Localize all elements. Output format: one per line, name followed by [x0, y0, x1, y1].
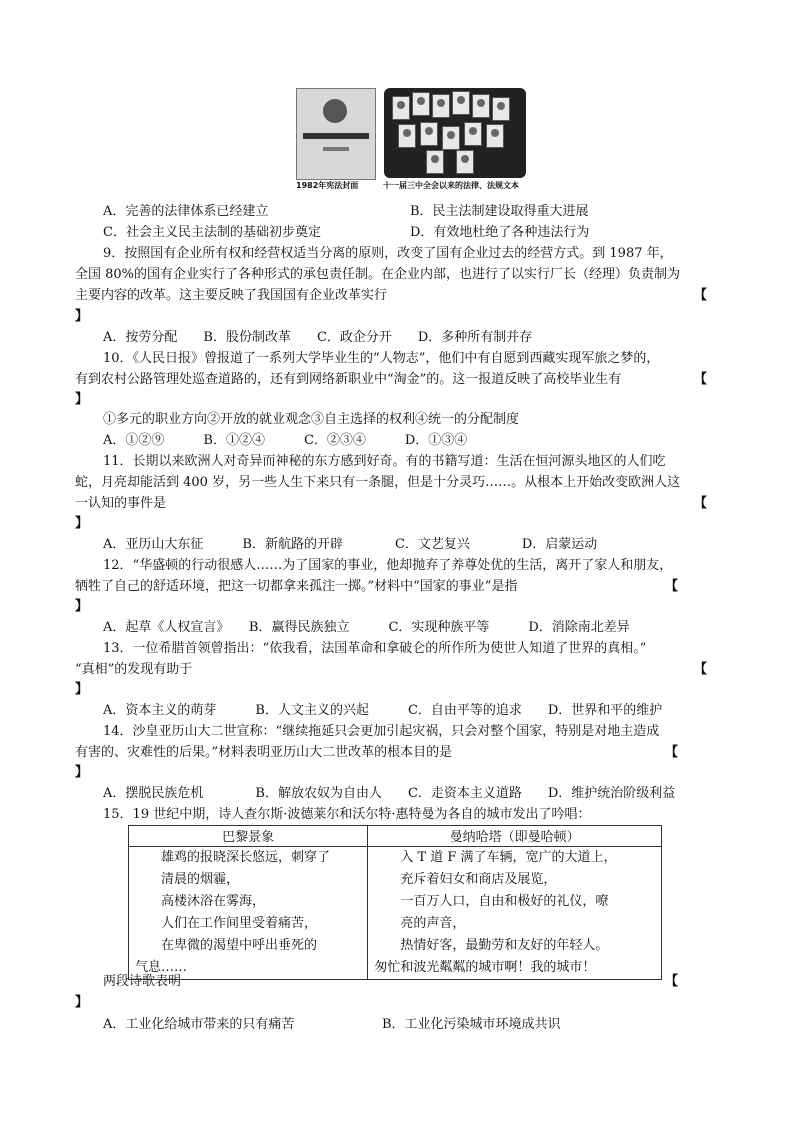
- q11-text-line2: 蛇，月亮却能活到 400 岁，另一些人生下来只有一条腿，但是十分灵巧……。从根本上开始改变欧洲人这: [75, 475, 681, 490]
- q8-option-a: A．完善的法律体系已经建立: [103, 204, 269, 219]
- book-icon: [420, 122, 438, 146]
- left-figure-caption: 1982年宪法封面: [296, 181, 359, 190]
- book-icon: [472, 94, 490, 118]
- book-icon: [426, 150, 444, 174]
- book-icon: [486, 124, 504, 148]
- q15-bracket-close: 】: [75, 995, 89, 1010]
- q13-options: A．资本主义的萌芽 B．人文主义的兴起 C．自由平等的追求 D．世界和平的维护: [103, 703, 663, 718]
- q11-text-line1: 11．长期以来欧洲人对奇异而神秘的东方感到好奇。有的书籍写道：生活在恒河源头地区的人们吃: [103, 454, 666, 469]
- q8-option-c: C．社会主义民主法制的基础初步奠定: [103, 225, 321, 240]
- poem-right-line: 一百万人口，自由和极好的礼仪，嘹: [374, 894, 609, 909]
- q9-text-line2: 全国 80%的国有企业实行了各种形式的承包责任制。在企业内部，也进行了以实行厂长（经理）负责制为: [75, 267, 681, 282]
- book-icon: [412, 92, 430, 116]
- q15-text-line1: 15．19 世纪中期，诗人查尔斯·波德莱尔和沃尔特·惠特曼为各自的城市发出了吟唱：: [103, 807, 591, 822]
- cover-subtitle-bar: [323, 147, 349, 151]
- q10-statements: ①多元的职业方向②开放的就业观念③自主选择的权利④统一的分配制度: [103, 412, 520, 427]
- book-icon: [392, 96, 410, 120]
- constitution-cover-photo: [296, 88, 376, 180]
- poem-left-line: 高楼沐浴在雾海，: [135, 894, 266, 909]
- q10-bracket-open: 【: [694, 372, 708, 387]
- poem-left-line: 清晨的烟霾，: [135, 872, 240, 887]
- poem-header-right: 曼纳哈塔（即曼哈顿）: [368, 826, 662, 847]
- q12-bracket-close: 】: [75, 599, 89, 614]
- q8-option-d: D．有效地杜绝了各种违法行为: [410, 225, 590, 240]
- q14-bracket-open: 【: [665, 745, 679, 760]
- poem-right-line: 匆忙和波光粼粼的城市啊！我的城市！: [374, 960, 596, 975]
- q14-text-line1: 14．沙皇亚历山大二世宣称：“继续拖延只会更加引起灾祸，只会对整个国家，特别是对地主造成: [103, 724, 660, 739]
- q15-option-a: A．工业化给城市带来的只有痛苦: [103, 1017, 295, 1032]
- cover-title-bar: [303, 133, 369, 139]
- book-icon: [464, 122, 482, 146]
- q15-option-b: B．工业化污染城市环境成共识: [382, 1017, 561, 1032]
- poem-left-cell: [129, 847, 368, 980]
- q15-question: 两段诗歌表明: [103, 974, 182, 989]
- q9-bracket-close: 】: [75, 309, 89, 324]
- q13-bracket-open: 【: [694, 662, 708, 677]
- q11-text-line3: 一认知的事件是: [75, 496, 167, 511]
- q14-bracket-close: 】: [75, 765, 89, 780]
- book-icon: [456, 150, 474, 174]
- q12-text-line1: 12．“华盛顿的行动很感人……为了国家的事业，他却抛弃了养尊处优的生活，离开了家人和朋友，: [103, 558, 673, 573]
- q12-bracket-open: 【: [665, 579, 679, 594]
- q9-text-line3: 主要内容的改革。这主要反映了我国国有企业改革实行: [75, 288, 388, 303]
- q10-bracket-close: 】: [75, 392, 89, 407]
- q14-text-line2: 有害的、灾难性的后果。”材料表明亚历山大二世改革的根本目的是: [75, 745, 453, 760]
- q12-options: A．起草《人权宣言》 B．赢得民族独立 C．实现种族平等 D．消除南北差异: [103, 620, 630, 635]
- book-icon: [442, 126, 460, 150]
- q11-bracket-open: 【: [694, 496, 708, 511]
- q12-text-line2: 牺牲了自己的舒适环境，把这一切都拿来孤注一掷。”材料中“国家的事业”是指: [75, 579, 518, 594]
- poem-right-cell: [368, 847, 662, 980]
- q10-text-line2: 有到农村公路管理处巡查道路的，还有到网络新职业中“淘金”的。这一报道反映了高校毕业生有: [75, 372, 622, 387]
- national-emblem-icon: [323, 99, 347, 123]
- law-texts-photo: [384, 88, 526, 178]
- poem-right-line: 充斥着妇女和商店及展览，: [374, 872, 557, 887]
- q11-bracket-close: 】: [75, 516, 89, 531]
- q8-option-b: B．民主法制建设取得重大进展: [410, 204, 589, 219]
- q15-bracket-open: 【: [665, 974, 679, 989]
- q14-options: A．摆脱民族危机 B．解放农奴为自由人 C．走资本主义道路 D．维护统治阶级利益: [103, 786, 676, 801]
- book-icon: [492, 97, 510, 121]
- poem-left-line: 雄鸡的报晓深长悠远，刺穿了: [135, 850, 331, 865]
- q10-options: A．①②⑨ B．①②④ C．②③④ D．①③④: [103, 433, 468, 448]
- q13-bracket-close: 】: [75, 682, 89, 697]
- q9-options: A．按劳分配 B．股份制改革 C．政企分开 D．多种所有制并存: [103, 330, 533, 345]
- q11-options: A．亚历山大东征 B．新航路的开辟 C．文艺复兴 D．启蒙运动: [103, 537, 598, 552]
- poem-left-line: 气息……: [135, 960, 188, 975]
- right-figure-caption: 十一届三中全会以来的法律、法规文本: [383, 181, 519, 190]
- q9-bracket-open: 【: [694, 288, 708, 303]
- poem-left-line: 在卑微的渴望中呼出垂死的: [135, 938, 318, 953]
- q13-text-line2: “真相”的发现有助于: [75, 662, 193, 677]
- book-icon: [432, 94, 450, 118]
- poem-right-line: 入 T 道 F 满了车辆，宽广的大道上，: [374, 850, 617, 865]
- book-icon: [452, 91, 470, 115]
- q9-text-line1: 9．按照国有企业所有权和经营权适当分离的原则，改变了国有企业过去的经营方式。到 1987 年，: [103, 246, 673, 261]
- book-icon: [398, 124, 416, 148]
- poem-right-line: 亮的声音，: [374, 916, 466, 931]
- poem-table: [128, 825, 662, 980]
- q10-text-line1: 10．《人民日报》曾报道了一系列大学毕业生的“人物志”，他们中有自愿到西藏实现军旅之梦的，: [103, 351, 660, 366]
- q13-text-line1: 13．一位希腊首领曾指出：“依我看，法国革命和拿破仑的所作所为使世人知道了世界的真相。”: [103, 641, 647, 656]
- poem-header-left: 巴黎景象: [129, 826, 368, 847]
- poem-right-line: 热情好客，最勤劳和友好的年轻人。: [374, 938, 609, 953]
- poem-left-line: 人们在工作间里受着痛苦，: [135, 916, 318, 931]
